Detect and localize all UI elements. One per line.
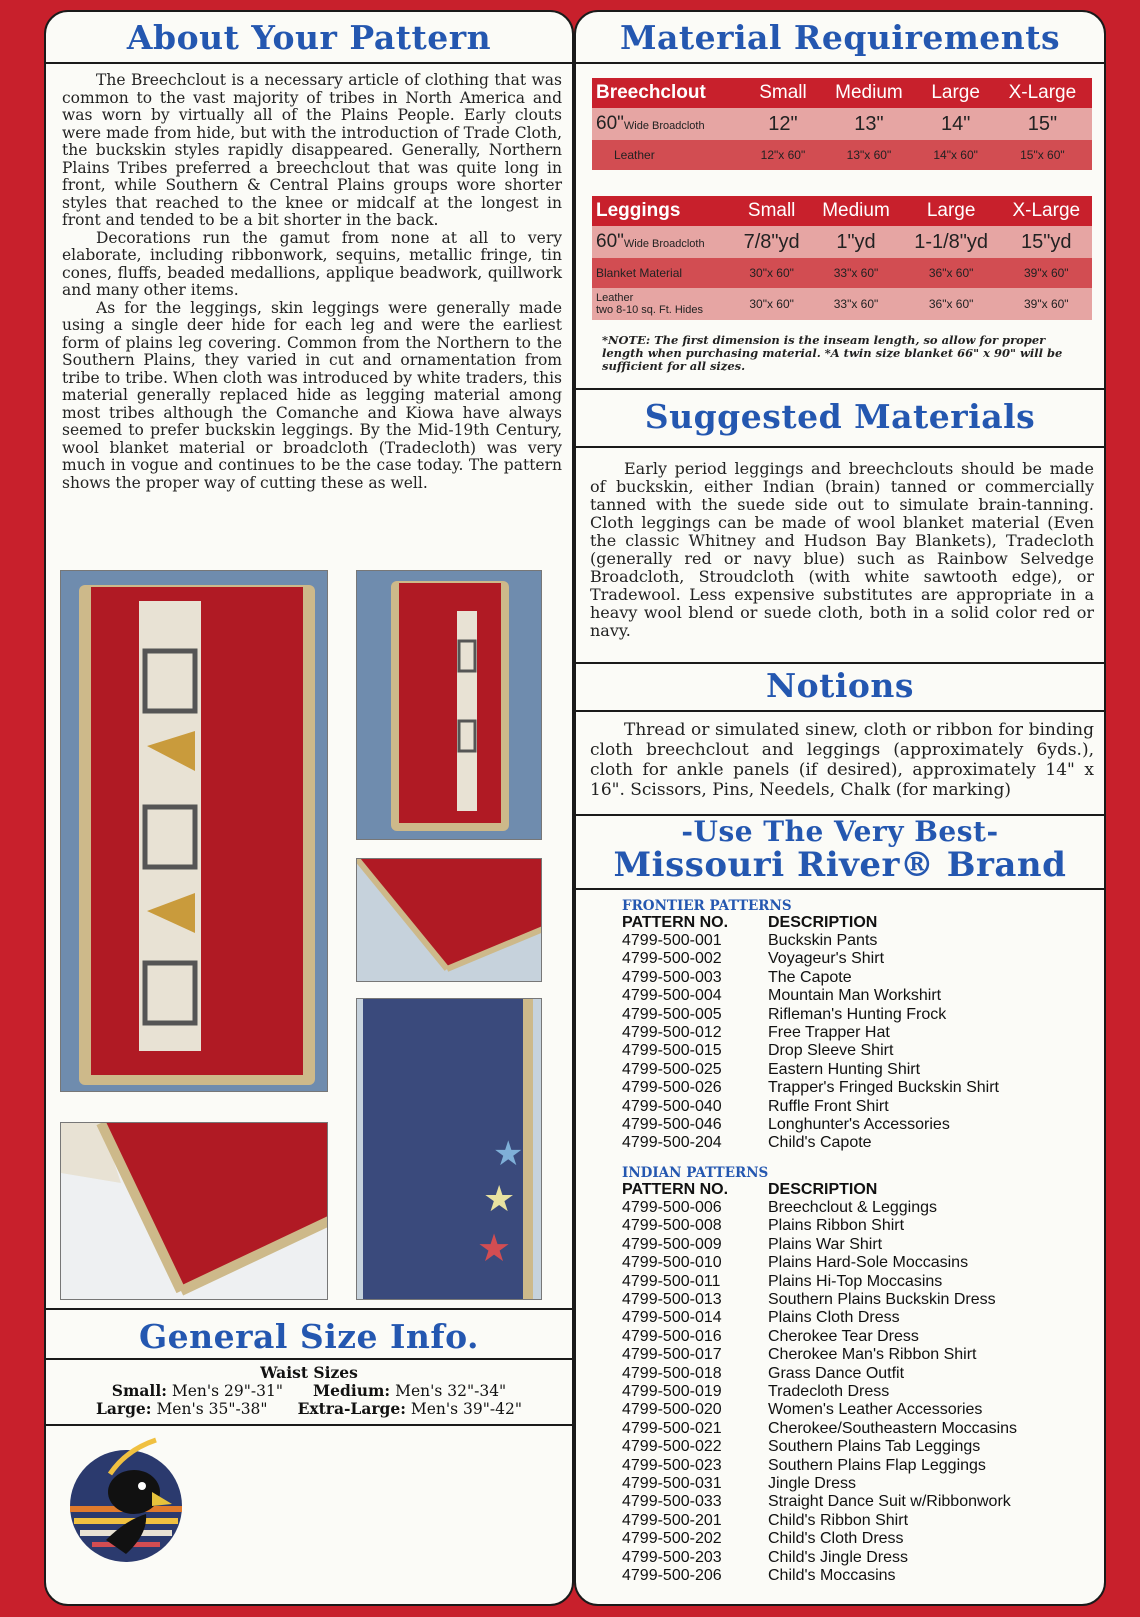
table-header: Leggings	[592, 196, 733, 226]
legging-photo	[356, 570, 542, 840]
pattern-description: Southern Plains Tab Leggings	[768, 1438, 981, 1456]
pattern-number: 4799-500-005	[622, 1005, 722, 1023]
pattern-row	[622, 1254, 1082, 1272]
pattern-row	[622, 1420, 1082, 1438]
pattern-number: 4799-500-040	[622, 1097, 722, 1115]
pattern-number: 4799-500-016	[622, 1327, 722, 1345]
pattern-row	[622, 1401, 1082, 1419]
table-cell: 15"yd	[1001, 226, 1092, 258]
frontier-list	[622, 932, 1082, 1153]
table-cell: 36"x 60"	[902, 288, 1001, 320]
divider	[576, 62, 1104, 64]
table-header: Small	[747, 78, 820, 108]
table-cell: 39"x 60"	[1001, 258, 1092, 288]
breechclout-edge-photo	[60, 1122, 328, 1300]
pattern-description: Straight Dance Suit w/Ribbonwork	[768, 1493, 1011, 1511]
pattern-description: Plains Cloth Dress	[768, 1309, 900, 1327]
pattern-number: 4799-500-010	[622, 1254, 722, 1272]
indian-list	[622, 1199, 1082, 1586]
pattern-number: 4799-500-001	[622, 932, 722, 949]
frontier-section-title: FRONTIER PATTERNS	[622, 898, 792, 914]
pattern-row	[622, 1291, 1082, 1309]
divider	[46, 62, 572, 64]
table-cell: 15"	[993, 108, 1092, 140]
table-header: Small	[733, 196, 810, 226]
col-description: DESCRIPTION	[768, 914, 878, 931]
pattern-number: 4799-500-033	[622, 1493, 722, 1511]
divider	[46, 1308, 572, 1310]
pattern-number: 4799-500-006	[622, 1198, 722, 1216]
pattern-number: 4799-500-021	[622, 1419, 722, 1437]
divider	[576, 710, 1104, 712]
table-cell: 39"x 60"	[1001, 288, 1092, 320]
row-label: 60"Wide Broadcloth	[592, 108, 747, 140]
table-header: Medium	[810, 196, 901, 226]
table-cell: 13"	[819, 108, 918, 140]
divider	[576, 662, 1104, 664]
row-label: Leather two 8-10 sq. Ft. Hides	[592, 288, 733, 320]
svg-text:★: ★	[477, 1226, 512, 1270]
notions-text	[590, 720, 1094, 800]
pattern-number: 4799-500-026	[622, 1079, 722, 1097]
leggings-table	[592, 196, 1092, 320]
blue-legging-photo	[356, 998, 542, 1300]
materials-title: Material Requirements	[619, 18, 1061, 57]
pattern-description: Southern Plains Flap Leggings	[768, 1456, 986, 1474]
pattern-row	[622, 1236, 1082, 1254]
pattern-description: Trapper's Fringed Buckskin Shirt	[768, 1079, 999, 1097]
pattern-number: 4799-500-011	[622, 1272, 721, 1290]
table-cell: 30"x 60"	[733, 288, 810, 320]
materials-note: *NOTE: The first dimension is the inseam length, so allow for proper length when purchasing material. *A twin size blanket 66" x 90" will be sufficient for all sizes.	[602, 333, 1063, 373]
indian-section-title: INDIAN PATTERNS	[622, 1164, 769, 1181]
suggested-text	[590, 460, 1094, 640]
pattern-description: Cherokee Tear Dress	[768, 1327, 919, 1345]
pattern-number: 4799-500-008	[622, 1217, 722, 1235]
catalog-header	[622, 1181, 1082, 1199]
pattern-number: 4799-500-201	[622, 1511, 722, 1529]
pattern-number: 4799-500-018	[622, 1364, 722, 1382]
pattern-description: Drop Sleeve Shirt	[768, 1042, 894, 1060]
pattern-row	[622, 1438, 1082, 1456]
table-header: Large	[902, 196, 1001, 226]
size-info-table	[46, 1364, 572, 1418]
pattern-row	[622, 1134, 1082, 1152]
pattern-description: Child's Moccasins	[768, 1567, 896, 1584]
size-small-label: Small:	[111, 1381, 167, 1400]
divider	[576, 446, 1104, 448]
size-large-value: Men's 35"-38"	[156, 1400, 268, 1418]
table-cell: 14"	[919, 108, 993, 140]
pattern-description: Eastern Hunting Shirt	[768, 1060, 921, 1078]
pattern-catalog	[622, 896, 1082, 1585]
pattern-number: 4799-500-204	[622, 1134, 722, 1152]
pattern-number: 4799-500-025	[622, 1060, 722, 1078]
about-text	[62, 72, 562, 492]
pattern-row	[622, 1098, 1082, 1116]
table-header: Breechclout	[592, 78, 747, 108]
col-description: DESCRIPTION	[768, 1180, 878, 1198]
divider	[46, 1424, 572, 1426]
about-paragraph: As for the leggings, skin leggings were generally made using a single deer hide for each leg and were the earliest form of plains leg covering. Common from the Northern to the Southern Plains, they varied in cut and ornamentation from tribe to tribe. When cloth was introduced by white traders, this material generally replaced hide as legging material among most tribes although the Comanche and Kiowa have always seemed to prefer buckskin leggings. By the Mid-19th Century, wool blanket material or broadcloth (Tradecloth) was very much in vogue and continues to be the case today. The pattern shows the proper way of cutting these as well.	[62, 298, 562, 492]
breechclout-table	[592, 78, 1092, 170]
table-cell: 7/8"yd	[733, 226, 810, 258]
size-large-label: Large:	[95, 1399, 152, 1418]
pattern-number: 4799-500-023	[622, 1456, 722, 1474]
table-header: X-Large	[993, 78, 1092, 108]
pattern-number: 4799-500-014	[622, 1309, 722, 1327]
pattern-number: 4799-500-017	[622, 1346, 722, 1364]
table-cell: 12"x 60"	[747, 140, 820, 170]
brand-name: Missouri River® Brand	[613, 845, 1067, 885]
pattern-row	[622, 1530, 1082, 1548]
pattern-description: Longhunter's Accessories	[768, 1116, 950, 1134]
pattern-row	[622, 1116, 1082, 1134]
pattern-description: Voyageur's Shirt	[768, 950, 885, 968]
size-xl-value: Men's 39"-42"	[410, 1400, 523, 1418]
corner-detail-photo	[356, 858, 542, 982]
pattern-description: Mountain Man Workshirt	[768, 987, 942, 1005]
table-cell: 15"x 60"	[993, 140, 1092, 170]
pattern-number: 4799-500-202	[622, 1530, 722, 1548]
table-cell: 36"x 60"	[902, 258, 1001, 288]
right-panel	[574, 10, 1106, 1606]
table-header: Medium	[819, 78, 918, 108]
pattern-row	[622, 1383, 1082, 1401]
row-label: 60"Wide Broadcloth	[592, 226, 733, 258]
pattern-number: 4799-500-206	[622, 1567, 722, 1584]
pattern-row	[622, 1512, 1082, 1530]
pattern-row	[622, 1328, 1082, 1346]
pattern-description: Plains War Shirt	[768, 1235, 883, 1253]
pattern-description: Plains Ribbon Shirt	[768, 1217, 905, 1235]
pattern-description: Ruffle Front Shirt	[768, 1097, 889, 1115]
pattern-number: 4799-500-013	[622, 1290, 722, 1308]
waist-sizes-heading: Waist Sizes	[260, 1363, 358, 1382]
suggested-paragraph: Early period leggings and breechclouts should be made of buckskin, either Indian (brain) tanned or commercially tanned with the suede side out to simulate brain-tanning. Cloth leggings can be made of wool blanket material (Even the classic Whitney and Hudson Bay Blankets), Tradecloth (generally red or navy blue) such as Rainbow Selvedge Broadcloth, Stroudcloth (with white sawtooth edge), or Tradewool. Less expensive substitutes are appropriate in a heavy wool blend or suede cloth, both in a solid color red or navy.	[590, 459, 1094, 640]
size-small-value: Men's 29"-31"	[171, 1382, 283, 1400]
table-cell: 33"x 60"	[810, 288, 901, 320]
divider	[576, 888, 1104, 890]
pattern-description: Jingle Dress	[768, 1474, 857, 1492]
pattern-row	[622, 987, 1082, 1005]
pattern-description: Child's Capote	[768, 1134, 872, 1152]
table-cell: 1-1/8"yd	[902, 226, 1001, 258]
about-paragraph: Decorations run the gamut from none at all to very elaborate, including ribbonwork, sequins, metallic fringe, tin cones, fluffs, beaded medallions, applique beadwork, quillwork and many other items.	[62, 228, 562, 299]
pattern-number: 4799-500-009	[622, 1235, 722, 1253]
pattern-description: Cherokee Man's Ribbon Shirt	[768, 1346, 977, 1364]
pattern-description: The Capote	[768, 968, 852, 986]
pattern-row	[622, 1006, 1082, 1024]
about-title: About Your Pattern	[126, 18, 492, 57]
pattern-number: 4799-500-012	[622, 1024, 722, 1042]
pattern-number: 4799-500-002	[622, 950, 722, 968]
pattern-row	[622, 1549, 1082, 1567]
pattern-number: 4799-500-004	[622, 987, 722, 1005]
pattern-description: Cherokee/Southeastern Moccasins	[768, 1419, 1018, 1437]
pattern-number: 4799-500-003	[622, 968, 722, 986]
brand-tagline: -Use The Very Best-	[681, 815, 999, 848]
pattern-description: Southern Plains Buckskin Dress	[768, 1290, 996, 1308]
pattern-row	[622, 1079, 1082, 1097]
pattern-row	[622, 1217, 1082, 1235]
size-xl-label: Extra-Large:	[297, 1399, 406, 1418]
size-medium-value: Men's 32"-34"	[395, 1382, 507, 1400]
pattern-row	[622, 1457, 1082, 1475]
table-cell: 12"	[747, 108, 820, 140]
table-cell: 30"x 60"	[733, 258, 810, 288]
pattern-number: 4799-500-022	[622, 1438, 722, 1456]
pattern-row	[622, 932, 1082, 950]
table-cell: 13"x 60"	[819, 140, 918, 170]
row-label: Leather	[592, 140, 747, 170]
notions-title: Notions	[765, 666, 915, 705]
pattern-description: Breechclout & Leggings	[768, 1198, 937, 1216]
pattern-description: Plains Hard-Sole Moccasins	[768, 1254, 969, 1272]
divider	[46, 1358, 572, 1360]
pattern-description: Child's Cloth Dress	[768, 1530, 904, 1548]
pattern-number: 4799-500-046	[622, 1116, 722, 1134]
pattern-number: 4799-500-203	[622, 1548, 722, 1566]
pattern-number: 4799-500-019	[622, 1382, 722, 1400]
divider	[576, 388, 1104, 390]
table-header: Large	[919, 78, 993, 108]
pattern-row	[622, 969, 1082, 987]
pattern-row	[622, 1024, 1082, 1042]
pattern-row	[622, 1475, 1082, 1493]
pattern-row	[622, 1346, 1082, 1364]
col-pattern-no: PATTERN NO.	[622, 1180, 729, 1198]
table-header: X-Large	[1001, 196, 1092, 226]
pattern-description: Child's Jingle Dress	[768, 1548, 908, 1566]
pattern-description: Child's Ribbon Shirt	[768, 1511, 909, 1529]
pattern-description: Free Trapper Hat	[768, 1024, 890, 1042]
pattern-row	[622, 1493, 1082, 1511]
size-medium-label: Medium:	[313, 1381, 391, 1400]
left-panel	[44, 10, 574, 1606]
pattern-row	[622, 950, 1082, 968]
breechclout-photo	[60, 570, 328, 1092]
pattern-number: 4799-500-015	[622, 1042, 722, 1060]
pattern-row	[622, 1273, 1082, 1291]
notions-paragraph: Thread or simulated sinew, cloth or ribbon for binding cloth breechclout and leggings (approximately 6yds.), cloth for ankle panels (if desired), approximately 14" x 16". Scissors, Pins, Needels, Chalk (for marking)	[590, 720, 1094, 800]
pattern-number: 4799-500-031	[622, 1474, 722, 1492]
table-cell: 1"yd	[810, 226, 901, 258]
pattern-description: Plains Hi-Top Moccasins	[768, 1272, 943, 1290]
pattern-description: Buckskin Pants	[768, 932, 878, 949]
brand-logo	[66, 1430, 186, 1570]
pattern-row	[622, 1042, 1082, 1060]
suggested-title: Suggested Materials	[644, 397, 1036, 436]
size-info-title: General Size Info.	[138, 1317, 480, 1356]
col-pattern-no: PATTERN NO.	[622, 914, 729, 931]
pattern-description: Rifleman's Hunting Frock	[768, 1005, 947, 1023]
catalog-header	[622, 914, 1082, 932]
pattern-row	[622, 1365, 1082, 1383]
about-paragraph: The Breechclout is a necessary article of clothing that was common to the vast majority of tribes in North America and was worn by virtually all of the Plains People. Early clouts were made from hide, but with the introduction of Trade Cloth, the buckskin styles rapidly disappeared. Generally, Northern Plains Tribes preferred a breechclout that was quite long in front, while Southern & Central Plains groups wore shorter styles that reached to the knee or midcalf at the longest in front and tended to be a bit shorter in the back.	[62, 71, 562, 229]
pattern-row	[622, 1309, 1082, 1327]
pattern-row	[622, 1061, 1082, 1079]
table-cell: 14"x 60"	[919, 140, 993, 170]
pattern-description: Grass Dance Outfit	[768, 1364, 905, 1382]
svg-text:★: ★	[493, 1134, 524, 1174]
pattern-description: Tradecloth Dress	[768, 1382, 890, 1400]
row-label: Blanket Material	[592, 258, 733, 288]
pattern-row	[622, 1567, 1082, 1585]
pattern-row	[622, 1199, 1082, 1217]
pattern-number: 4799-500-020	[622, 1401, 722, 1419]
table-cell: 33"x 60"	[810, 258, 901, 288]
pattern-description: Women's Leather Accessories	[768, 1401, 983, 1419]
svg-text:★: ★	[483, 1179, 516, 1220]
